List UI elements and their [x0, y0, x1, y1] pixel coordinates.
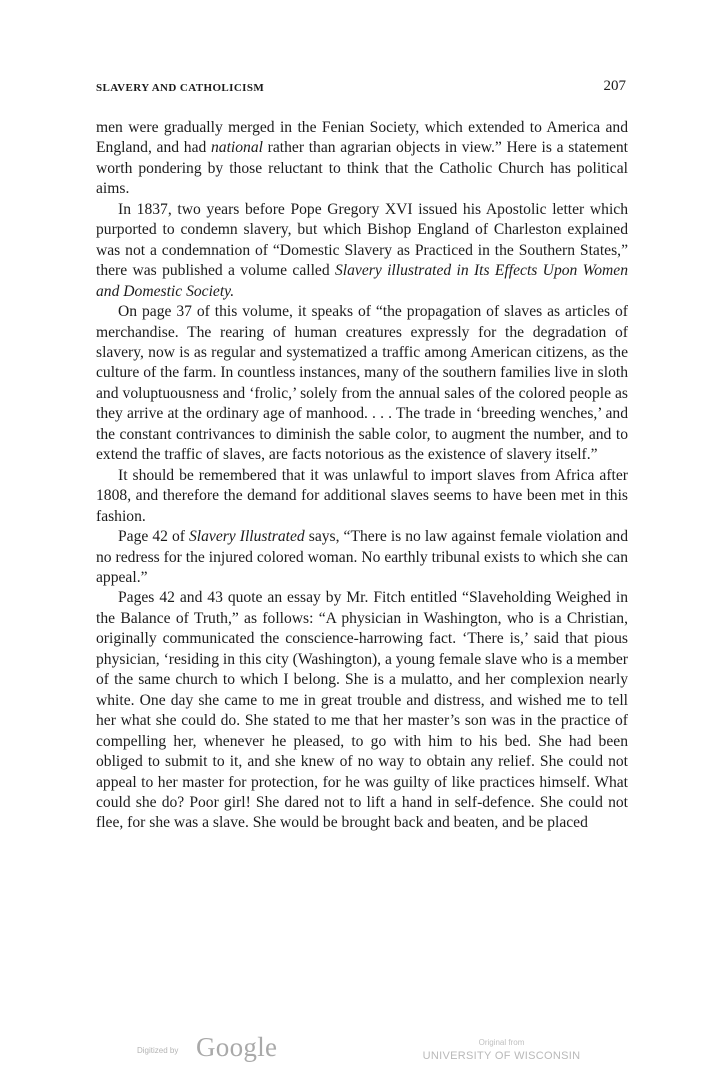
paragraph-3: On page 37 of this volume, it speaks of “the propagation of slaves as articles of merchandise. The rearing of human creatures expressly for the degradation of slavery, now is as regular and systematized a traffic among American citizens, as the culture of the farm. In countless instances, many of the southern families live in sloth and voluptuousness and ‘frolic,’ solely from the annual sales of the colored people as they arrive at the ordinary age of manhood. . . . The trade in ‘breeding wenches,’ and the constant contrivances to diminish the sable color, to augment the number, and to extend the traffic of slaves, are facts notorious as the existence of slavery itself.” — [96, 303, 628, 464]
paragraph-6: Pages 42 and 43 quote an essay by Mr. Fitch entitled “Slaveholding Weighed in the Balance of Truth,” as follows: “A physician in Washington, who is a Christian, originally communicated the conscience-harrowing fact. ‘There is,’ said that pious physician, ‘residing in this city (Washington), a young female slave who is a member of the same church to which I belong. She is a mulatto, and her complexion nearly white. One day she came to me in great trouble and distress, and wished me to tell her what she could do. She stated to me that her master’s son was in the practice of compelling her, whenever he pleased, to go with him to his bed. She had been obliged to submit to it, and she knew of no way to obtain any relief. She could not appeal to her master for protection, for he was guilty of like practices himself. What could she do? Poor girl! She dared not to lift a hand in self-defence. She could not flee, for she was a slave. She would be brought back and beaten, and be placed — [96, 589, 628, 832]
paragraph-1-text-b: rather than agrarian objects in view.” Here is a statement worth pondering by those reluctant to think that the Catholic Church has political aims. — [96, 139, 628, 198]
paragraph-2-italic: Slavery illustrated in Its Effects Upon Women and Domestic Society. — [96, 262, 628, 300]
paragraph-2 — [96, 200, 628, 302]
running-title: SLAVERY AND CATHOLICISM — [96, 82, 265, 94]
paragraph-5-text-a: Page 42 of — [118, 528, 189, 546]
paragraph-1 — [96, 118, 628, 200]
body-text — [96, 118, 628, 834]
paragraph-2-text-a: In 1837, two years before Pope Gregory XVI issued his Apostolic letter which purported to condemn slavery, but which Bishop England of Charleston explained was not a condemnation of “Domestic Slavery as Practiced in the Southern States,” there was published a volume called — [96, 200, 628, 280]
paragraph-1-text-a: men were gradually merged in the Fenian Society, which extended to America and England, and had — [96, 119, 628, 157]
page-number: 207 — [603, 78, 626, 94]
paragraph-1-italic: national — [210, 139, 263, 157]
paragraph-5-text-b: says, “There is no law against female violation and no redress for the injured colored woman. No earthly tribunal exists to which she can appeal.” — [96, 528, 629, 586]
digitized-by-label: Digitized by — [137, 1046, 179, 1055]
institution-name: UNIVERSITY OF WISCONSIN — [422, 1050, 581, 1062]
running-head — [96, 78, 626, 100]
digitization-footer — [0, 1024, 711, 1076]
paragraph-4: It should be remembered that it was unlawful to import slaves from Africa after 1808, and therefore the demand for additional slaves seems to have been met in this fashion. — [96, 466, 628, 525]
paragraph-5-italic: Slavery Illustrated — [188, 528, 305, 546]
original-from-label: Original from — [478, 1038, 525, 1047]
google-logo: Google — [196, 1032, 278, 1062]
paragraph-5 — [96, 527, 628, 588]
